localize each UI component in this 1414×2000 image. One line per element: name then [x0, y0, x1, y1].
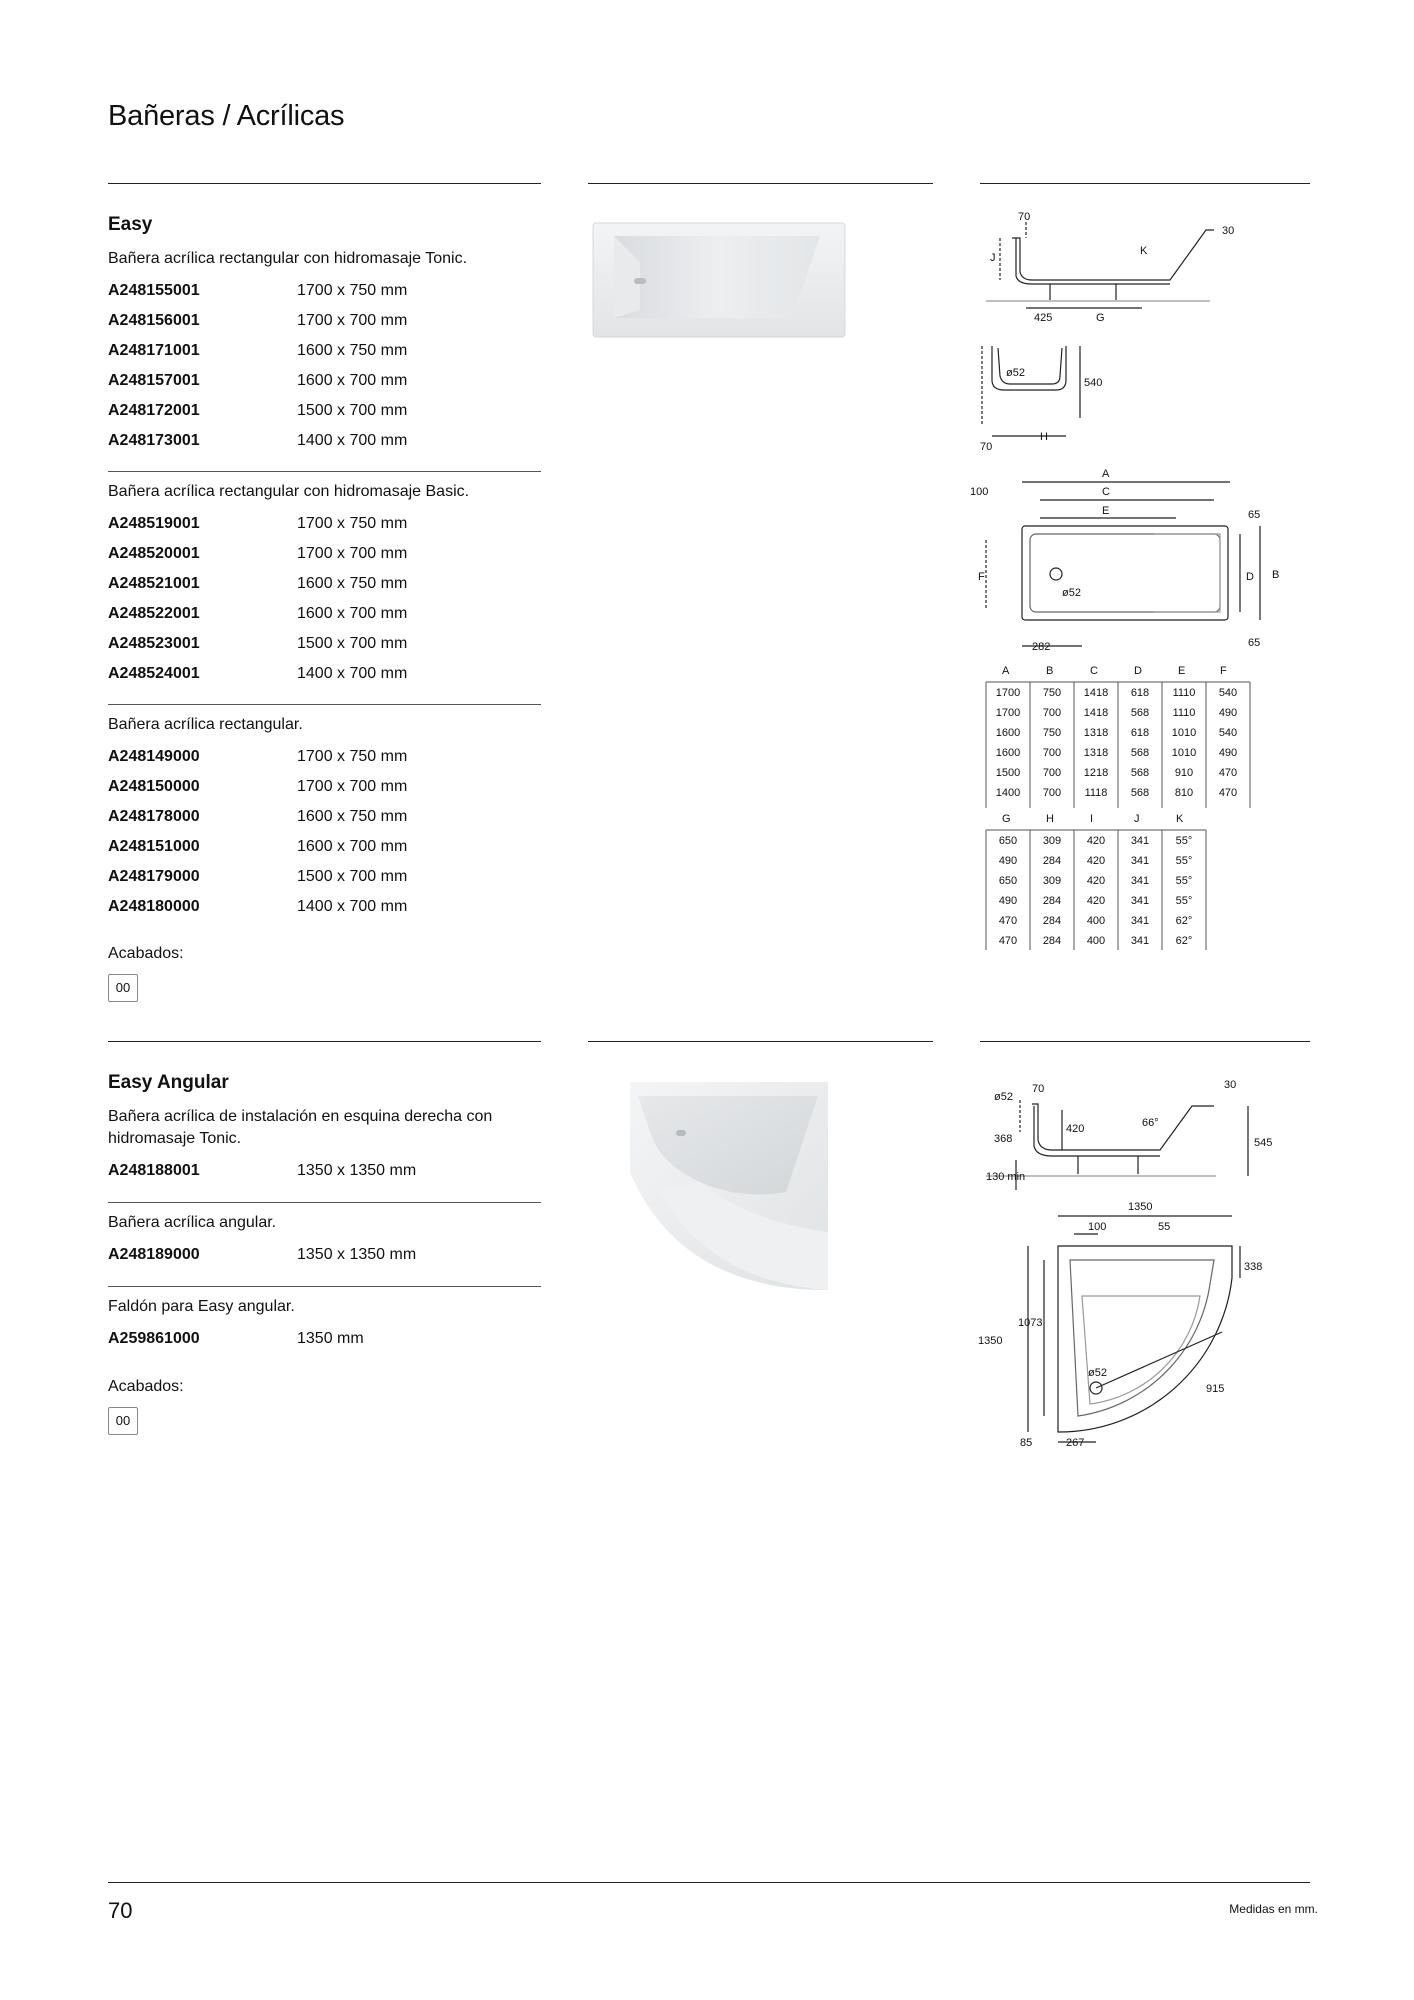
product-size: 1600 x 750 mm: [297, 342, 408, 359]
table-cell: 540: [1218, 687, 1238, 699]
product-code: A248157001: [108, 372, 200, 389]
dim-label: 85: [1020, 1437, 1033, 1449]
product-size: 1700 x 750 mm: [297, 515, 408, 532]
product-size: 1600 x 750 mm: [297, 575, 408, 592]
table-cell: 650: [998, 875, 1018, 887]
product-row: [108, 575, 528, 597]
table-cell: 341: [1130, 835, 1150, 847]
table-cell: 62°: [1175, 935, 1193, 947]
group-divider: [108, 704, 541, 705]
product-code: A248522001: [108, 605, 200, 622]
table-cell: 400: [1086, 915, 1106, 927]
footer-divider: [108, 1882, 1310, 1883]
table-header: J: [1134, 813, 1140, 825]
dim-label: 65: [1248, 637, 1261, 649]
dim-label: 1073: [1018, 1317, 1043, 1329]
table-cell: 540: [1218, 727, 1238, 739]
page-number: 70: [108, 1898, 133, 1923]
dim-label: 368: [994, 1133, 1013, 1145]
product-row: [108, 605, 528, 627]
product-code: A248171001: [108, 342, 200, 359]
product-code: A248519001: [108, 515, 200, 532]
table-cell: 490: [998, 855, 1018, 867]
dim-label: 70: [1018, 211, 1031, 223]
group-description: Bañera acrílica angular.: [108, 1214, 277, 1231]
product-row: [108, 868, 528, 890]
table-cell: 470: [1218, 787, 1238, 799]
product-row: [108, 432, 528, 454]
table-cell: 284: [1042, 935, 1062, 947]
easy-bathtub-photo: [592, 222, 846, 338]
dim-label: C: [1102, 486, 1110, 498]
table-cell: 1218: [1083, 767, 1109, 779]
group-description: Bañera acrílica rectangular.: [108, 716, 303, 733]
dim-label: ø52: [1062, 587, 1081, 599]
section-divider: [980, 1041, 1310, 1042]
table-cell: 1318: [1083, 727, 1109, 739]
section-divider: [588, 1041, 933, 1042]
table-cell: 1600: [995, 747, 1021, 759]
dim-label: 540: [1084, 377, 1103, 389]
table-cell: 1418: [1083, 707, 1109, 719]
product-row: [108, 545, 528, 567]
table-cell: 55°: [1175, 895, 1193, 907]
product-size: 1600 x 750 mm: [297, 808, 408, 825]
table-cell: 490: [1218, 747, 1238, 759]
product-size: 1600 x 700 mm: [297, 605, 408, 622]
dim-label: D: [1246, 571, 1254, 583]
table-header: C: [1090, 665, 1098, 677]
table-cell: 1010: [1171, 747, 1197, 759]
table-cell: 1118: [1084, 787, 1108, 799]
group-divider: [108, 1286, 541, 1287]
table-cell: 1010: [1171, 727, 1197, 739]
dim-label: E: [1102, 505, 1110, 517]
table-cell: 568: [1130, 747, 1150, 759]
product-size: 1700 x 750 mm: [297, 282, 408, 299]
product-row: [108, 282, 528, 304]
dim-label: 100: [970, 486, 989, 498]
dim-label: 338: [1244, 1261, 1263, 1273]
table-header: E: [1178, 665, 1186, 677]
dim-label: 30: [1224, 1079, 1237, 1091]
product-size: 1700 x 750 mm: [297, 748, 408, 765]
table-cell: 341: [1130, 935, 1150, 947]
dim-label: 70: [980, 441, 993, 453]
group-description: Bañera acrílica rectangular con hidromasaje Basic.: [108, 483, 470, 500]
table-cell: 1700: [995, 687, 1021, 699]
product-row: [108, 665, 528, 687]
table-cell: 55°: [1175, 835, 1193, 847]
table-header: D: [1134, 665, 1142, 677]
table-cell: 618: [1130, 687, 1150, 699]
product-size: 1500 x 700 mm: [297, 402, 408, 419]
dim-label: ø52: [1006, 367, 1025, 379]
product-code: A248150000: [108, 778, 200, 795]
table-cell: 1110: [1172, 687, 1196, 699]
table-header: K: [1176, 813, 1184, 825]
table-cell: 55°: [1175, 855, 1193, 867]
table-header: A: [1002, 665, 1010, 677]
section-divider: [588, 183, 933, 184]
table-cell: 420: [1086, 875, 1106, 887]
dim-label: 545: [1254, 1137, 1273, 1149]
dim-label: K: [1140, 245, 1148, 257]
table-cell: 1600: [995, 727, 1021, 739]
product-code: A248189000: [108, 1246, 200, 1263]
table-cell: 568: [1130, 787, 1150, 799]
dim-label: 30: [1222, 225, 1235, 237]
table-cell: 309: [1042, 875, 1062, 887]
table-cell: 1700: [995, 707, 1021, 719]
product-row: [108, 898, 528, 920]
table-cell: 420: [1086, 895, 1106, 907]
footer-note: Medidas en mm.: [1229, 1902, 1318, 1916]
product-row: [108, 1162, 528, 1184]
table-cell: 1418: [1083, 687, 1109, 699]
product-size: 1600 x 700 mm: [297, 372, 408, 389]
dim-label: B: [1272, 569, 1280, 581]
table-cell: 400: [1086, 935, 1106, 947]
dim-label: 55: [1158, 1221, 1171, 1233]
dim-label: 1350: [1128, 1201, 1153, 1213]
page-title: Bañeras / Acrílicas: [108, 100, 345, 132]
dim-label: G: [1096, 312, 1105, 324]
table-cell: 618: [1130, 727, 1150, 739]
table-header: I: [1090, 813, 1094, 825]
group-divider: [108, 471, 541, 472]
group-description: Faldón para Easy angular.: [108, 1298, 295, 1315]
dim-label: 1350: [978, 1335, 1003, 1347]
table-cell: 568: [1130, 707, 1150, 719]
product-row: [108, 515, 528, 537]
product-row: [108, 635, 528, 657]
dim-label: 420: [1066, 1123, 1085, 1135]
dim-label: 282: [1032, 641, 1051, 653]
section-divider: [980, 183, 1310, 184]
table-cell: 750: [1042, 687, 1062, 699]
table-cell: 284: [1042, 895, 1062, 907]
dim-label: ø52: [1088, 1367, 1107, 1379]
product-code: A248179000: [108, 868, 200, 885]
product-row: [108, 808, 528, 830]
easy-technical-drawing: [970, 200, 1310, 950]
table-cell: 341: [1130, 875, 1150, 887]
finishes-label: Acabados:: [108, 1378, 184, 1395]
product-code: A248151000: [108, 838, 200, 855]
table-cell: 470: [998, 935, 1018, 947]
product-code: A248178000: [108, 808, 200, 825]
product-row: [108, 342, 528, 364]
group-description: Bañera acrílica rectangular con hidromasaje Tonic.: [108, 250, 468, 267]
group-description: Bañera acrílica de instalación en esquina derecha con hidromasaje Tonic.: [108, 1108, 493, 1147]
table-cell: 470: [1218, 767, 1238, 779]
table-cell: 568: [1130, 767, 1150, 779]
product-size: 1400 x 700 mm: [297, 898, 408, 915]
product-row: [108, 312, 528, 334]
table-cell: 62°: [1175, 915, 1193, 927]
finishes-label: Acabados:: [108, 945, 184, 962]
table-cell: 1110: [1172, 707, 1196, 719]
finish-swatch[interactable]: 00: [108, 974, 138, 1002]
table-cell: 650: [998, 835, 1018, 847]
dim-label: 267: [1066, 1437, 1085, 1449]
dim-label: 425: [1034, 312, 1053, 324]
table-cell: 1500: [995, 767, 1021, 779]
finish-swatch[interactable]: 00: [108, 1407, 138, 1435]
group-divider: [108, 1202, 541, 1203]
product-code: A248172001: [108, 402, 200, 419]
dim-label: J: [990, 252, 996, 264]
product-size: 1700 x 700 mm: [297, 545, 408, 562]
product-size: 1400 x 700 mm: [297, 432, 408, 449]
product-row: [108, 372, 528, 394]
table-header: G: [1002, 813, 1011, 825]
dim-label: 100: [1088, 1221, 1107, 1233]
table-cell: 1318: [1083, 747, 1109, 759]
table-cell: 341: [1130, 915, 1150, 927]
easy-angular-bathtub-photo: [590, 1072, 830, 1292]
product-size: 1500 x 700 mm: [297, 868, 408, 885]
table-cell: 810: [1174, 787, 1194, 799]
product-row: [108, 778, 528, 800]
table-header: B: [1046, 665, 1054, 677]
dim-label: 130 min: [986, 1171, 1026, 1183]
section-divider: [108, 1041, 541, 1042]
dim-label: ø52: [994, 1091, 1013, 1103]
product-size: 1500 x 700 mm: [297, 635, 408, 652]
product-size: 1700 x 700 mm: [297, 312, 408, 329]
table-cell: 700: [1042, 707, 1062, 719]
product-code: A248180000: [108, 898, 200, 915]
table-header: F: [1220, 665, 1227, 677]
table-header: H: [1046, 813, 1054, 825]
product-row: [108, 748, 528, 770]
product-code: A248520001: [108, 545, 200, 562]
product-code: A248523001: [108, 635, 200, 652]
dim-label: 915: [1206, 1383, 1225, 1395]
table-cell: 490: [1218, 707, 1238, 719]
dim-label: A: [1102, 468, 1110, 480]
table-cell: 910: [1174, 767, 1194, 779]
product-code: A248149000: [108, 748, 200, 765]
dim-label: F: [978, 571, 985, 583]
table-cell: 700: [1042, 747, 1062, 759]
table-cell: 284: [1042, 855, 1062, 867]
table-cell: 55°: [1175, 875, 1193, 887]
table-cell: 420: [1086, 835, 1106, 847]
product-size: 1400 x 700 mm: [297, 665, 408, 682]
easy-angular-technical-drawing: [970, 1070, 1310, 1470]
product-size: 1700 x 700 mm: [297, 778, 408, 795]
table-cell: 750: [1042, 727, 1062, 739]
product-name-easy: Easy: [108, 214, 153, 235]
product-size: 1350 mm: [297, 1330, 364, 1347]
dim-label: 65: [1248, 509, 1261, 521]
table-cell: 1400: [995, 787, 1021, 799]
product-row: [108, 838, 528, 860]
table-cell: 700: [1042, 767, 1062, 779]
product-name-easy-angular: Easy Angular: [108, 1072, 229, 1093]
product-code: A248156001: [108, 312, 200, 329]
product-row: [108, 402, 528, 424]
dim-label: 66°: [1142, 1117, 1159, 1129]
table-cell: 341: [1130, 895, 1150, 907]
product-code: A259861000: [108, 1330, 200, 1347]
table-cell: 490: [998, 895, 1018, 907]
product-code: A248524001: [108, 665, 200, 682]
product-code: A248155001: [108, 282, 200, 299]
table-cell: 470: [998, 915, 1018, 927]
product-row: [108, 1246, 528, 1268]
section-divider: [108, 183, 541, 184]
table-cell: 284: [1042, 915, 1062, 927]
product-code: A248521001: [108, 575, 200, 592]
table-cell: 700: [1042, 787, 1062, 799]
product-row: [108, 1330, 528, 1352]
dim-label: 70: [1032, 1083, 1045, 1095]
product-size: 1600 x 700 mm: [297, 838, 408, 855]
product-size: 1350 x 1350 mm: [297, 1246, 417, 1263]
table-cell: 341: [1130, 855, 1150, 867]
product-code: A248173001: [108, 432, 200, 449]
product-size: 1350 x 1350 mm: [297, 1162, 417, 1179]
product-code: A248188001: [108, 1162, 200, 1179]
table-cell: 309: [1042, 835, 1062, 847]
table-cell: 420: [1086, 855, 1106, 867]
dim-label: H: [1040, 431, 1048, 443]
